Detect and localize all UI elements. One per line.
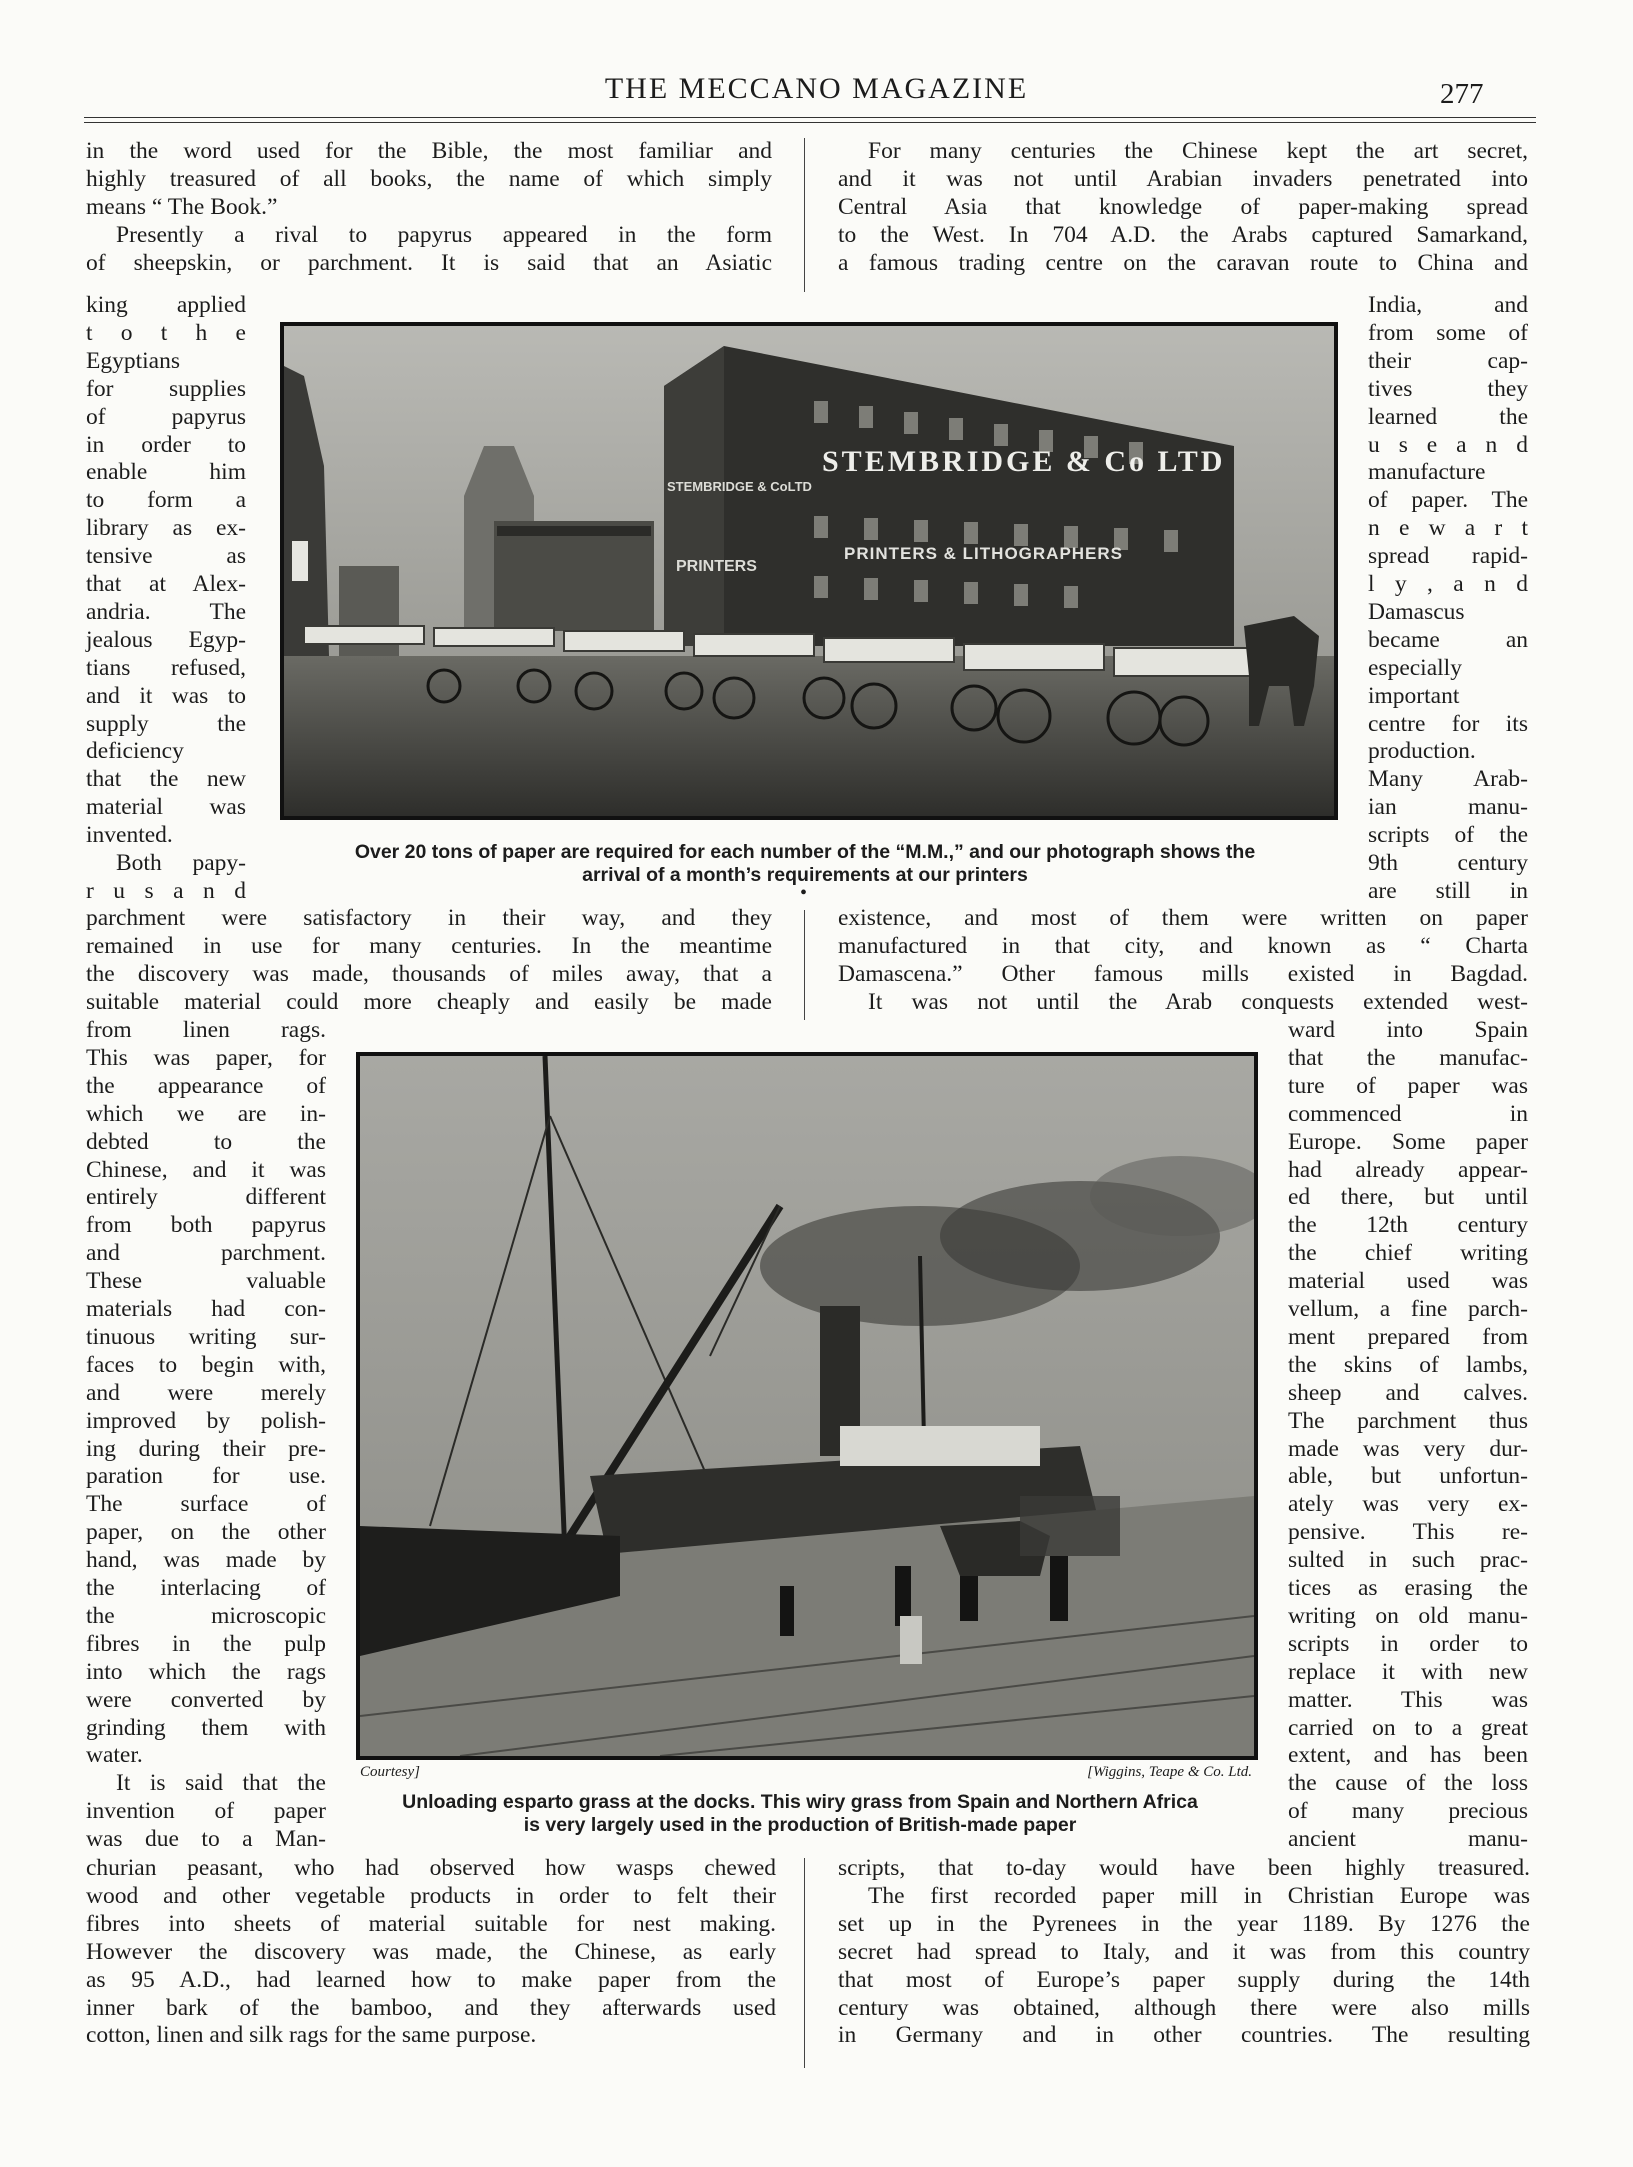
text-line: learned the: [1368, 403, 1528, 430]
text-line: Europe. Some paper: [1288, 1128, 1528, 1155]
text-line: grinding them with: [86, 1714, 326, 1741]
docks-photograph: [356, 1052, 1258, 1760]
text-line: However the discovery was made, the Chinese, as early: [86, 1938, 776, 1965]
text-line: were converted by: [86, 1686, 326, 1713]
text-line: r u s a n d: [86, 877, 246, 904]
column-divider-bottom: [804, 1858, 805, 2068]
text-line: Damascus: [1368, 598, 1465, 625]
text-line: into which the rags: [86, 1658, 326, 1685]
text-line: had already appear-: [1288, 1156, 1528, 1183]
text-line: of paper. The: [1368, 487, 1528, 514]
column-divider-middle: [804, 910, 805, 1020]
caption-bullet: •: [800, 882, 808, 904]
text-line: t o t h e: [86, 319, 246, 346]
text-line: matter. This was: [1288, 1686, 1528, 1713]
text-line: material used was: [1288, 1268, 1528, 1295]
text-line: ing during their pre-: [86, 1435, 326, 1462]
text-line: l y , a n d: [1368, 571, 1528, 597]
text-line: library as ex-: [86, 515, 246, 542]
text-line: made was very dur-: [1288, 1435, 1528, 1462]
text-line: water.: [86, 1742, 143, 1769]
text-line: ward into Spain: [1288, 1017, 1528, 1043]
text-line: The surface of: [86, 1491, 326, 1518]
printing-works-caption-line-1: Over 20 tons of paper are required for each number of the “M.M.,” and our photograph shows the: [354, 841, 1256, 863]
text-line: u s e a n d: [1368, 431, 1528, 458]
sign-main-text: STEMBRIDGE & Co LTD: [822, 445, 1226, 478]
header-rule: [84, 117, 1536, 118]
column-divider-top: [804, 138, 805, 292]
text-line: fibres in the pulp: [86, 1630, 326, 1657]
photo-credit-left: Courtesy]: [360, 1764, 420, 1780]
text-line: enable him: [86, 459, 246, 486]
text-line: ian manu-: [1368, 794, 1528, 821]
docks-illustration: [360, 1056, 1254, 1756]
text-line: ancient manu-: [1288, 1826, 1528, 1853]
text-line: means “ The Book.”: [86, 193, 278, 220]
text-line: India, and: [1368, 292, 1528, 318]
text-line: fibres into sheets of material suitable for nest making.: [86, 1910, 776, 1937]
text-line: supply the: [86, 710, 246, 737]
text-line: king applied: [86, 292, 246, 318]
text-line: are still in: [1368, 877, 1528, 904]
text-line: improved by polish-: [86, 1407, 326, 1434]
text-line: carried on to a great: [1288, 1714, 1528, 1741]
text-line: tinuous writing sur-: [86, 1323, 326, 1350]
text-line: highly treasured of all books, the name of which simply: [86, 165, 772, 192]
magazine-title: THE MECCANO MAGAZINE: [604, 72, 1029, 105]
text-line: pensive. This re-: [1288, 1519, 1528, 1546]
text-line: entirely different: [86, 1184, 326, 1211]
text-line: secret had spread to Italy, and it was from this country: [838, 1938, 1530, 1965]
text-line: the interlacing of: [86, 1575, 326, 1601]
text-line: This was paper, for: [86, 1044, 326, 1071]
text-line: centre for its: [1368, 710, 1528, 737]
text-line: wood and other vegetable products in order to felt their: [86, 1882, 776, 1909]
text-line: in the word used for the Bible, the most familiar and: [86, 138, 772, 164]
text-line: andria. The: [86, 598, 246, 625]
text-line: Both papy-: [116, 850, 246, 876]
text-line: and were merely: [86, 1379, 326, 1406]
text-line: to form a: [86, 487, 246, 514]
text-line: replace it with new: [1288, 1658, 1528, 1685]
text-line: and it was not until Arabian invaders penetrated into: [838, 165, 1528, 192]
text-line: Many Arab-: [1368, 766, 1528, 793]
text-line: scripts, that to-day would have been highly treasured.: [838, 1855, 1530, 1881]
text-line: ately was very ex-: [1288, 1491, 1528, 1518]
text-line: the 12th century: [1288, 1212, 1528, 1239]
sign-sub-text: PRINTERS & LITHOGRAPHERS: [844, 544, 1124, 563]
text-line: material was: [86, 794, 246, 821]
text-line: for supplies: [86, 375, 246, 402]
text-line: manufacture: [1368, 459, 1486, 486]
text-line: in order to: [86, 431, 246, 458]
text-line: It is said that the: [116, 1770, 326, 1797]
text-line: century was obtained, although there were also mills: [838, 1994, 1530, 2021]
text-line: Egyptians: [86, 347, 180, 374]
text-line: that most of Europe’s paper supply during the 14th: [838, 1966, 1530, 1993]
text-line: which we are in-: [86, 1100, 326, 1127]
text-line: the microscopic: [86, 1602, 326, 1629]
text-line: became an: [1368, 626, 1528, 653]
text-line: n e w a r t: [1368, 515, 1528, 542]
page-number: 277: [1440, 78, 1484, 110]
text-line: The first recorded paper mill in Christian Europe was: [868, 1882, 1530, 1909]
header-rule-double: [84, 122, 1536, 123]
photo-credit-right: [Wiggins, Teape & Co. Ltd.: [1087, 1764, 1252, 1780]
text-line: remained in use for many centuries. In the meantime: [86, 932, 772, 959]
text-line: suitable material could more cheaply and easily be made: [86, 988, 772, 1015]
text-line: Chinese, and it was: [86, 1156, 326, 1183]
printing-works-caption-line-2: arrival of a month’s requirements at our printers: [582, 864, 1028, 886]
text-line: Damascena.” Other famous mills existed in Bagdad.: [838, 960, 1528, 987]
text-line: of papyrus: [86, 403, 246, 430]
docks-caption-line-1: Unloading esparto grass at the docks. This wiry grass from Spain and Northern Africa: [402, 1791, 1198, 1813]
text-line: the appearance of: [86, 1072, 326, 1099]
text-line: commenced in: [1288, 1100, 1528, 1127]
text-line: that at Alex-: [86, 571, 246, 597]
text-line: in Germany and in other countries. The resulting: [838, 2022, 1530, 2049]
text-line: the discovery was made, thousands of miles away, that a: [86, 960, 772, 987]
text-line: a famous trading centre on the caravan route to China and: [838, 249, 1528, 276]
text-line: especially: [1368, 654, 1462, 681]
text-line: from some of: [1368, 319, 1528, 346]
text-line: sulted in such prac-: [1288, 1547, 1528, 1574]
text-line: parchment were satisfactory in their way, and they: [86, 905, 772, 931]
docks-caption-line-2: is very largely used in the production of British-made paper: [523, 1814, 1077, 1836]
text-line: that the new: [86, 766, 246, 793]
text-line: important: [1368, 682, 1460, 709]
text-line: ed there, but until: [1288, 1184, 1528, 1211]
text-line: from both papyrus: [86, 1212, 326, 1239]
text-line: tices as erasing the: [1288, 1575, 1528, 1601]
text-line: churian peasant, who had observed how wasps chewed: [86, 1855, 776, 1881]
text-line: their cap-: [1368, 347, 1528, 374]
text-line: jealous Egyp-: [86, 626, 246, 653]
text-line: set up in the Pyrenees in the year 1189. By 1276 the: [838, 1910, 1530, 1937]
text-line: manufactured in that city, and known as “ Charta: [838, 932, 1528, 959]
text-line: of many precious: [1288, 1798, 1528, 1825]
text-line: It was not until the Arab conquests extended west-: [868, 988, 1528, 1015]
text-line: spread rapid-: [1368, 543, 1528, 570]
text-line: Presently a rival to papyrus appeared in the form: [116, 221, 772, 248]
text-line: invention of paper: [86, 1798, 326, 1825]
text-line: The parchment thus: [1288, 1407, 1528, 1434]
text-line: the chief writing: [1288, 1240, 1528, 1267]
sign-side-printers: PRINTERS: [676, 558, 757, 575]
text-line: writing on old manu-: [1288, 1602, 1528, 1629]
text-line: inner bark of the bamboo, and they afterwards used: [86, 1994, 776, 2021]
text-line: debted to the: [86, 1128, 326, 1155]
text-line: production.: [1368, 738, 1476, 765]
text-line: invented.: [86, 822, 173, 849]
text-line: scripts in order to: [1288, 1630, 1528, 1657]
text-line: existence, and most of them were written on paper: [838, 905, 1528, 931]
text-line: tives they: [1368, 375, 1528, 402]
text-line: materials had con-: [86, 1296, 326, 1322]
printing-works-photograph: [280, 322, 1338, 820]
text-line: 9th century: [1368, 850, 1528, 876]
text-line: the skins of lambs,: [1288, 1351, 1528, 1378]
text-line: vellum, a fine parch-: [1288, 1296, 1528, 1322]
text-line: was due to a Man-: [86, 1826, 326, 1853]
text-line: the cause of the loss: [1288, 1770, 1528, 1797]
text-line: paration for use.: [86, 1463, 326, 1490]
text-line: to the West. In 704 A.D. the Arabs captured Samarkand,: [838, 221, 1528, 248]
text-line: from linen rags.: [86, 1017, 326, 1043]
text-line: deficiency: [86, 738, 184, 765]
text-line: extent, and has been: [1288, 1742, 1528, 1769]
text-line: of sheepskin, or parchment. It is said that an Asiatic: [86, 249, 772, 276]
text-line: scripts of the: [1368, 822, 1528, 849]
text-line: These valuable: [86, 1268, 326, 1295]
text-line: ment prepared from: [1288, 1323, 1528, 1350]
text-line: sheep and calves.: [1288, 1379, 1528, 1406]
text-line: able, but unfortun-: [1288, 1463, 1528, 1490]
text-line: and it was to: [86, 682, 246, 709]
text-line: cotton, linen and silk rags for the same purpose.: [86, 2022, 537, 2049]
text-line: tians refused,: [86, 654, 246, 681]
printing-works-illustration: [284, 326, 1334, 816]
text-line: Central Asia that knowledge of paper-making spread: [838, 193, 1528, 220]
sign-side-text: STEMBRIDGE & CoLTD: [667, 479, 812, 494]
text-line: paper, on the other: [86, 1519, 326, 1546]
text-line: tensive as: [86, 543, 246, 570]
text-line: ture of paper was: [1288, 1072, 1528, 1099]
text-line: as 95 A.D., had learned how to make paper from the: [86, 1966, 776, 1993]
text-line: and parchment.: [86, 1240, 326, 1267]
text-line: that the manufac-: [1288, 1044, 1528, 1071]
text-line: hand, was made by: [86, 1547, 326, 1574]
text-line: faces to begin with,: [86, 1351, 326, 1378]
text-line: For many centuries the Chinese kept the art secret,: [868, 138, 1528, 164]
